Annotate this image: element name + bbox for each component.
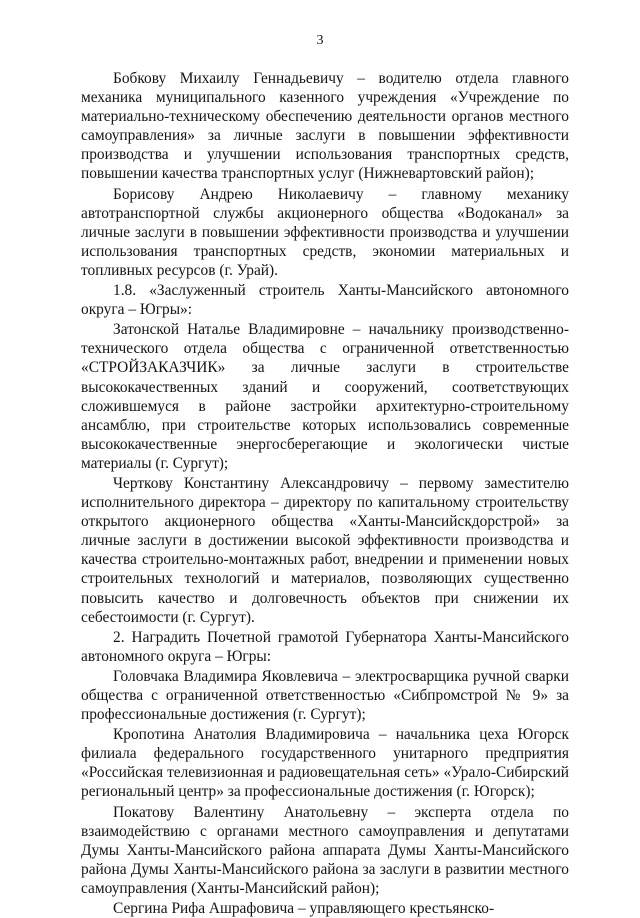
paragraph-zatonskaya: Затонской Наталье Владимировне – начальнику производственно-технического отдела общества с ограниченной ответственностью «СТРОЙЗАКАЗЧИК» за личные заслуги в строительстве высококачественных зданий и сооружений, соответствующих сложившемуся в районе застройки архитектурно-строительному ансамблю, при строительстве которых использовались современные высококачественные энергосберегающие и экологически чистые материалы (г. Сургут);: [81, 321, 569, 472]
paragraph-chertkov: Черткову Константину Александровичу – первому заместителю исполнительного директора – директору по капитальному строительству открытого акционерного общества «Ханты-Мансийскдорстрой» за личные заслуги в достижении высокой эффективности производства и качества строительно-монтажных работ, внедрении и применении новых строительных технологий и материалов, позволяющих существенно повысить качество и долговечность объектов при снижении их себестоимости (г. Сургут).: [81, 474, 569, 626]
paragraph-sergin: Сергина Рифа Ашрафовича – управляющего крестьянско-: [113, 900, 495, 918]
paragraph-pokatova: Покатову Валентину Анатольевну – эксперта отдела по взаимодействию с органами местного самоуправления и депутатами Думы Ханты-Мансийского района аппарата Думы Ханты-Мансийского района Думы Ханты-Мансийского района за заслуги в развитии местного самоуправления (Ханты-Мансийский район);: [81, 803, 569, 897]
section-heading-1-8: 1.8. «Заслуженный строитель Ханты-Мансийского автономного округа – Югры»:: [81, 282, 569, 319]
document-body: [81, 69, 569, 918]
paragraph-golovchak: Головчака Владимира Яковлевича – электросварщика ручной сварки общества с ограниченной ответственностью «Сибпромстрой № 9» за профессиональные достижения (г. Сургут);: [81, 667, 569, 724]
paragraph-borisov: Борисову Андрею Николаевичу – главному механику автотранспортной службы акционерного общества «Водоканал» за личные заслуги в повышении эффективности производства и улучшении использования транспортных средств, экономии материальных и топливных ресурсов (г. Урай).: [81, 185, 569, 279]
page-number: 3: [316, 33, 324, 48]
paragraph-kropotin: Кропотина Анатолия Владимировича – начальника цеха Югорск филиала федерального государственного унитарного предприятия «Российская телевизионная и радиовещательная сеть» «Урало-Сибирский региональный центр» за профессиональные достижения (г. Югорск);: [81, 726, 569, 801]
paragraph-bobkov: Бобкову Михаилу Геннадьевичу – водителю отдела главного механика муниципального казенного учреждения «Учреждение по материально-техническому обеспечению деятельности органов местного самоуправления» за личные заслуги в повышении эффективности производства и улучшении использования транспортных средств, повышении качества транспортных услуг (Нижневартовский район);: [81, 70, 569, 183]
section-heading-2: 2. Наградить Почетной грамотой Губернатора Ханты-Мансийского автономного округа – Югры:: [81, 628, 569, 665]
